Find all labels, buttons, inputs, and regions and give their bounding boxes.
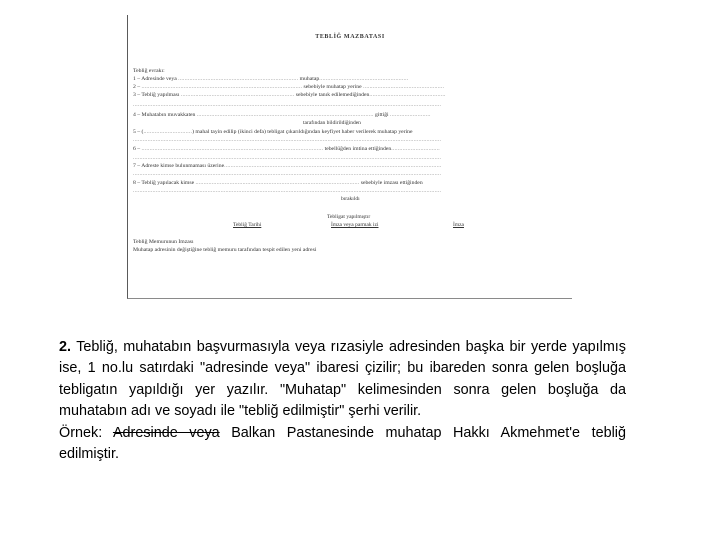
example-line [59,423,626,466]
form-line-5-text: ) mahal tayin edilip (ikinci defa) tebligat çıkarıldığından keyfiyet haber verilerek muhatap yerine [192,129,413,135]
form-line-1: 1 – Adresinde veya .......................................................................... muhatap....................................................... [133,76,409,82]
form-line-8-text: 8 – Tebliğ yapılacak kimse [133,180,196,186]
explanation-paragraph [59,337,626,465]
form-line-1-muhatap: muhatap [298,76,320,82]
example-text: Balkan Pastanesinde muhatap Hakkı Akmehmet'e tebliğ edilmiştir. [59,424,626,463]
form-line-5-number: 5 – ( [133,129,144,135]
form-footer-officer: Tebliğ Memurunun İmzası [133,239,194,245]
form-line-7-text: 7 – Adreste kimse bulunmaması üzerine [133,163,225,169]
sign-caption: Tebligat yapılmıştır [327,214,371,220]
form-line-8-continuation: .............................................................................................................................................................................................. [133,188,442,194]
form-line-8-reason: sebebiyle imzası ettiğinden [359,180,423,186]
form-line-2: 2 – ................................................................................................... sebebiyle muhatap yerine .................................................. [133,84,445,90]
form-line-2-text: sebebiyle muhatap yerine [302,84,364,90]
form-line-7-continuation: .............................................................................................................................................................................................. [133,171,442,177]
example-label: Örnek: [59,424,103,441]
form-line-6-number: 6 – [133,146,142,152]
sign-date-label: Tebliğ Tarihi [233,222,262,228]
form-line-4-gittigi: gittiği [373,112,391,118]
example-struck-phrase: Adresinde veya [112,424,220,441]
form-line-7: 7 – Adreste kimse bulunmaması üzerine...................................................................................................................................... [133,163,442,169]
form-line-3-reason: sebebiyle tanık edilemediğinden [294,92,370,98]
form-footer-note: Muhatap adresinin değiştiğine tebliğ memuru tarafından tespit edilen yeni adresi [133,247,317,253]
form-line-5-continuation: .............................................................................................................................................................................................. [133,137,442,143]
form-line-6: 6 – ................................................................................................................ tebellüğden imtina ettiğinden.............................. [133,146,440,152]
form-line-8: 8 – Tebliğ yapılacak kimse ..................................................................................................... sebebiyle imzası ettiğinden [133,180,423,186]
form-title: TEBLİĞ MAZBATASI [315,34,385,40]
form-line-2-number: 2 – [133,84,142,90]
form-line-1-text: 1 – Adresinde veya [133,76,179,82]
sign-seal-label: İmza veya parmak izi [331,222,379,228]
form-line-4-text: 4 – Muhatabın muvakkaten [133,112,197,118]
explanation-text: Tebliğ, muhatabın başvurmasıyla veya rızasiyle adresinden başka bir yerde yapılmış ise, 1 no.lu satırdaki "adresinde veya" ibaresi çizilir; bu ibareden sonra gelen boşluğa tebligatın yapıldığı yer yazılır. "Muhatap" kelimesinden sonra gelen boşluğa da muhatabın adı ve soyadı ile "tebliğ edilmiştir" şerhi verilir. [59,339,626,420]
form-line-6-continuation: .............................................................................................................................................................................................. [133,155,442,161]
form-line-6-text: tebellüğden imtina ettiğinden [323,146,392,152]
tebligat-form-image [127,15,572,299]
form-line-5: 5 – (..............................) mahal tayin edilip (ikinci defa) tebligat çıkarıldığından keyfiyet haber verilerek muhatap yerine [133,129,413,135]
form-heading: Tebliğ evrakı: [133,68,165,74]
form-line-3: 3 – Tebliğ yapılması ...................................................................... sebebiyle tanık edilemediğinden............................................... [133,92,446,98]
form-line-3-text: 3 – Tebliğ yapılması [133,92,181,98]
item-number: 2. [59,339,72,355]
form-line-8-sub: bırakıldı [341,196,360,202]
form-line-3-continuation: .............................................................................................................................................................................................. [133,102,442,108]
sign-imza-label: İmza [453,222,464,228]
explanation-body [59,337,626,423]
form-line-4: 4 – Muhatabın muvakkaten ............................................................................................................. gittiği ......................... [133,112,431,118]
form-line-4-sub: tarafından bildirildiğinden [303,120,361,126]
